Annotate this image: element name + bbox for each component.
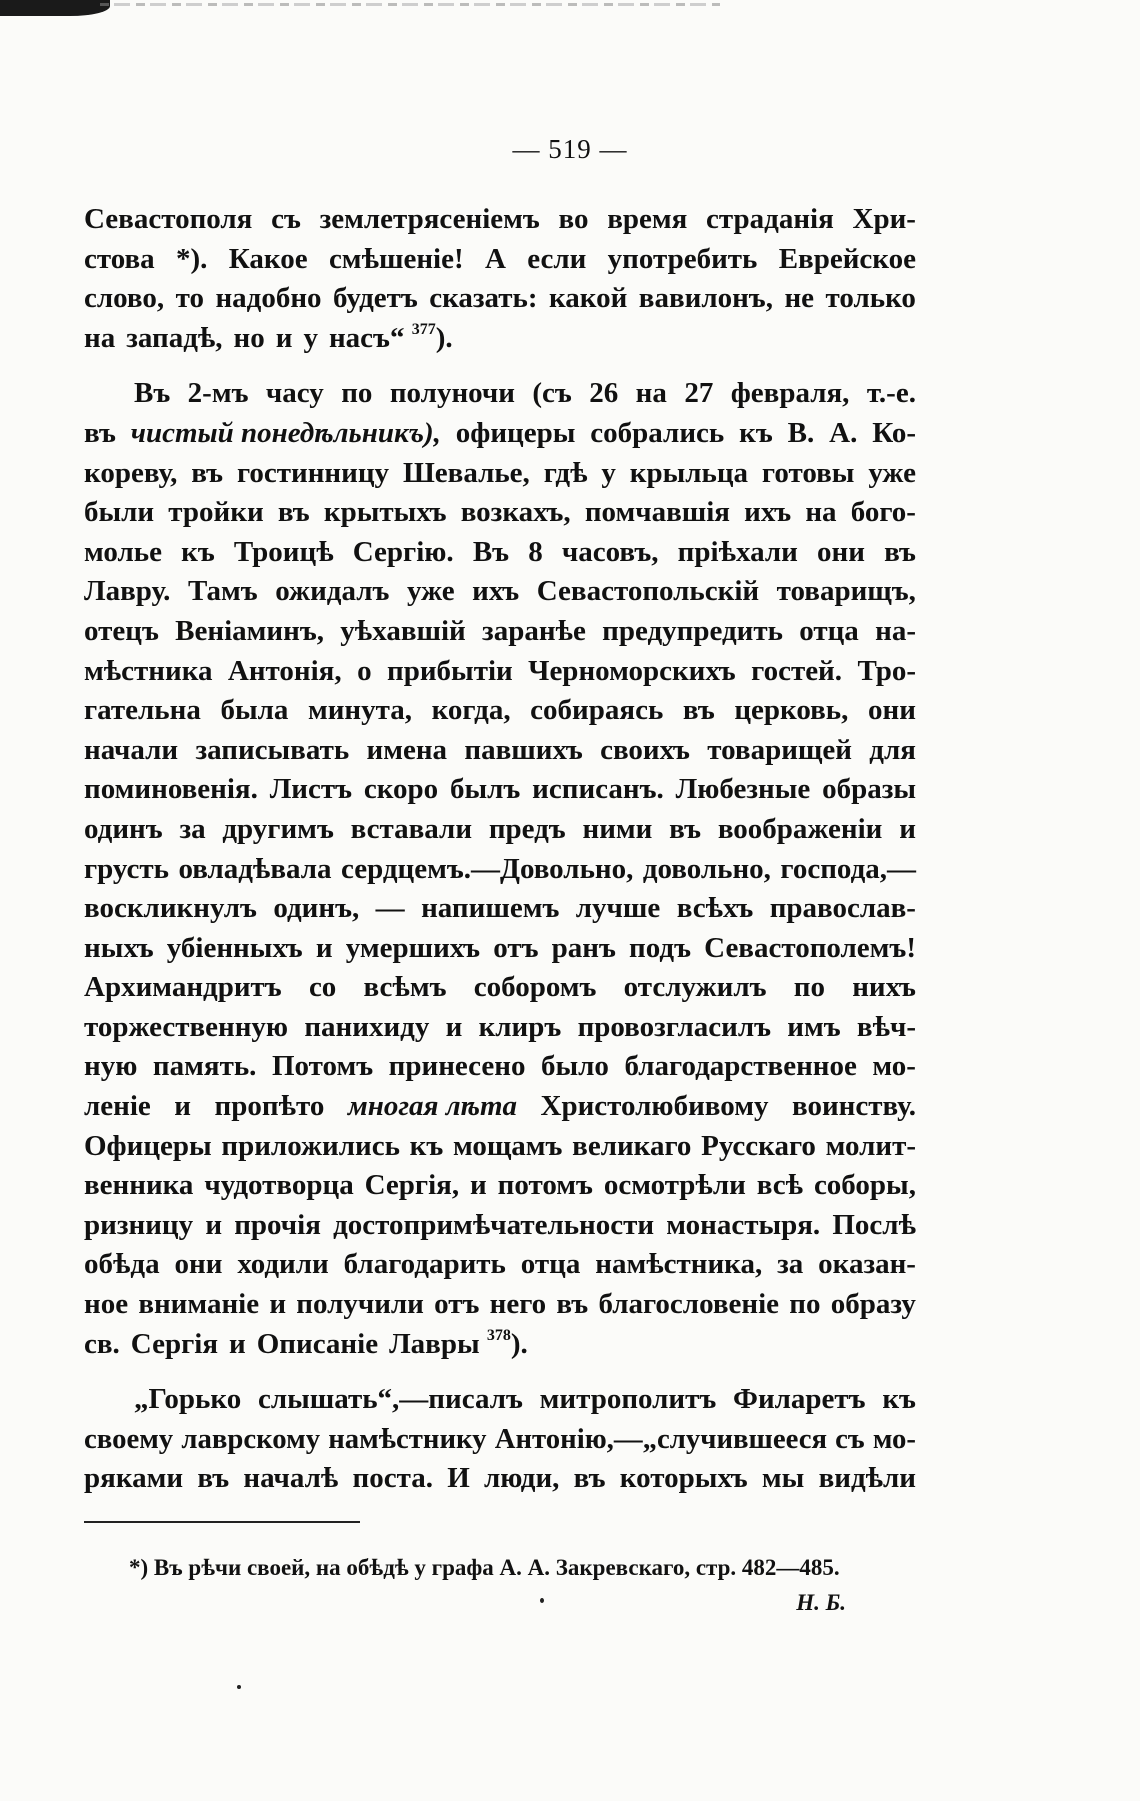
word: своему <box>84 1422 174 1455</box>
word: крытыхъ <box>323 496 447 529</box>
word: во <box>558 203 589 235</box>
word: но <box>233 321 265 354</box>
word: умершихъ <box>345 931 481 964</box>
word: Филаретъ <box>733 1383 866 1416</box>
word: офицеры <box>455 416 576 449</box>
scan-edge-artifact <box>0 0 1140 14</box>
word: и <box>315 931 333 964</box>
word: и <box>445 1010 463 1043</box>
text-line <box>84 612 916 652</box>
word: заранѣе <box>482 614 586 647</box>
word: чудотворца <box>204 1169 354 1202</box>
word: они <box>174 1248 223 1281</box>
word: панихиду <box>304 1010 430 1043</box>
word: Севастополя <box>84 203 253 235</box>
word: за <box>777 1248 804 1281</box>
word: осмотрѣли <box>603 1169 746 1202</box>
word: Листъ <box>269 773 353 806</box>
word: лаврскому <box>181 1422 321 1455</box>
text-line <box>84 731 916 771</box>
word: клиръ <box>478 1010 562 1043</box>
word: тройки <box>168 496 264 529</box>
text-line <box>84 810 916 850</box>
word: часу <box>265 377 324 410</box>
word: мы <box>761 1462 805 1495</box>
word: Севастополемъ! <box>704 931 916 964</box>
word: вѣч- <box>856 1010 916 1043</box>
word: ное <box>84 1288 129 1321</box>
word: ризницу <box>84 1208 194 1241</box>
word: отца <box>520 1248 581 1281</box>
word: Потомъ <box>271 1050 374 1083</box>
word: Лавры $^{378}$). <box>389 1326 528 1360</box>
word: предупредить <box>602 614 783 647</box>
word: землетрясеніемъ <box>319 203 540 235</box>
word: уѣхавшій <box>340 614 466 647</box>
word: на <box>84 321 116 354</box>
word: собрались <box>590 416 725 449</box>
word: собираясь <box>530 694 664 727</box>
text-line <box>84 1420 916 1460</box>
word: одинъ <box>84 812 163 845</box>
word: 27 <box>684 377 714 410</box>
word: былъ <box>450 773 521 806</box>
word: подъ <box>629 931 691 964</box>
word: — <box>375 892 405 925</box>
word: употребить <box>607 242 758 275</box>
word: начали <box>84 733 179 766</box>
text-line <box>84 533 916 573</box>
word: отъ <box>434 1288 480 1321</box>
word: исписанъ. <box>532 773 664 806</box>
word: въ <box>277 496 310 529</box>
word: другимъ <box>222 812 334 845</box>
word: была <box>220 694 289 727</box>
word: Хри- <box>852 203 916 235</box>
word: Христолюбивому <box>540 1090 769 1123</box>
word: вставали <box>350 812 473 845</box>
word: Троицѣ <box>233 535 334 568</box>
word: ихъ <box>472 575 520 608</box>
word: для <box>869 733 916 766</box>
word: И <box>447 1462 470 1495</box>
word: бого- <box>850 496 916 529</box>
word: лучше <box>575 892 661 925</box>
word: ходили <box>237 1248 329 1281</box>
text-line <box>84 374 916 414</box>
word: прибытіи <box>387 654 513 687</box>
word: чистый понедѣльникъ), <box>130 416 441 449</box>
word: Сергія, <box>364 1169 460 1202</box>
word: гательна <box>84 694 201 727</box>
text-line <box>84 1087 916 1127</box>
word: въ <box>682 694 715 727</box>
word: принесено <box>388 1050 526 1083</box>
word: оказан- <box>818 1248 916 1281</box>
word: были <box>84 496 155 529</box>
word: скоро <box>363 773 439 806</box>
scan-blot <box>0 0 110 16</box>
word: Послѣ <box>832 1208 916 1241</box>
text-line <box>84 1166 916 1206</box>
word: торжественную <box>84 1010 289 1043</box>
page-number: — 519 — <box>512 134 628 164</box>
word: будетъ <box>333 282 418 315</box>
word: со <box>308 971 337 1004</box>
word: Описаніе <box>256 1327 379 1360</box>
word: образы <box>822 773 916 806</box>
word: В. <box>787 416 815 449</box>
word: напишемъ <box>421 892 560 925</box>
word: въ <box>573 1462 606 1495</box>
word: благословеніе <box>598 1288 780 1321</box>
word: „Горько <box>134 1383 242 1416</box>
text-line <box>84 889 916 929</box>
word: прочія <box>234 1208 321 1241</box>
word: образу <box>830 1288 916 1321</box>
text-line <box>84 1325 916 1365</box>
word: монастыря. <box>666 1208 821 1241</box>
body-text <box>84 200 916 1499</box>
word: и <box>229 1327 246 1360</box>
word: пропѣто <box>214 1090 325 1123</box>
word: павшихъ <box>464 733 583 766</box>
word: въ <box>884 535 916 568</box>
word: Ко- <box>872 416 916 449</box>
scan-speck <box>540 1598 544 1603</box>
word: поста. <box>352 1462 433 1495</box>
word: и <box>205 1208 223 1241</box>
word: въ <box>669 812 702 845</box>
text-line <box>84 200 916 240</box>
text-line <box>84 929 916 969</box>
word: отслужилъ <box>623 971 767 1004</box>
word: февраля, <box>730 377 850 410</box>
word: по <box>793 971 825 1004</box>
word: Антонія, <box>227 654 342 687</box>
word: и <box>470 1169 487 1202</box>
word: всѣ <box>756 1169 804 1202</box>
text-line <box>84 770 916 810</box>
word: только <box>825 282 916 315</box>
scan-speck <box>237 1685 241 1689</box>
word: сказать: <box>429 282 538 315</box>
word: Шевалье, <box>402 456 530 489</box>
word: люди, <box>484 1462 560 1495</box>
text-line <box>84 1380 916 1420</box>
text-line <box>84 691 916 731</box>
word: молье <box>84 535 162 568</box>
footnote <box>84 1553 916 1618</box>
word: въ <box>556 1288 589 1321</box>
word: довольно, <box>642 852 771 885</box>
word: сердцемъ.—Довольно, <box>340 852 634 885</box>
word: Любезные <box>675 773 811 806</box>
text-line <box>84 850 916 890</box>
word: уже <box>868 456 916 489</box>
footnote-signature: Н. Б. <box>796 1590 846 1615</box>
word: него <box>489 1288 547 1321</box>
word: великаго <box>572 1129 692 1162</box>
text-line <box>84 1127 916 1167</box>
word: св. <box>84 1327 120 1360</box>
word: ожидалъ <box>275 575 390 608</box>
word: нихъ <box>852 971 916 1004</box>
word: на <box>805 496 837 529</box>
word: Черноморскихъ <box>528 654 736 687</box>
word: Архимандритъ <box>84 971 282 1004</box>
word: соборомъ <box>473 971 597 1004</box>
word: мо- <box>872 1422 916 1455</box>
word: ную <box>84 1050 138 1083</box>
word: воскликнулъ <box>84 892 257 925</box>
text-line <box>84 968 916 1008</box>
text-line <box>84 1459 916 1499</box>
word: западѣ, <box>126 321 223 354</box>
word: митрополитъ <box>539 1383 717 1416</box>
text-line <box>84 1206 916 1246</box>
word: Сергія <box>130 1327 219 1360</box>
word: овладѣвала <box>178 852 332 885</box>
text-line <box>84 572 916 612</box>
word: православ- <box>769 892 916 925</box>
word: по <box>341 377 373 410</box>
word: гостинницу <box>236 456 390 489</box>
word: намѣстнику <box>328 1422 487 1455</box>
text-line <box>84 414 916 454</box>
word: Русскаго <box>701 1129 816 1162</box>
word: въ <box>191 456 224 489</box>
word: гостей. <box>751 654 843 687</box>
text-line <box>84 454 916 494</box>
word: церковь, <box>734 694 849 727</box>
word: обѣда <box>84 1248 160 1281</box>
word: у <box>303 321 318 354</box>
word: Офицеры <box>84 1129 212 1162</box>
word: Лавру. <box>84 575 171 608</box>
word: память. <box>152 1050 257 1083</box>
word: помчавшія <box>584 496 730 529</box>
word: началѣ <box>243 1462 339 1495</box>
text-line <box>84 1245 916 1285</box>
word: Сергію. <box>352 535 454 568</box>
word: достопримѣчательности <box>333 1208 655 1241</box>
text-line <box>84 493 916 533</box>
word: стова <box>84 242 155 275</box>
word: имена <box>366 733 448 766</box>
word: видѣли <box>818 1462 916 1495</box>
word: за <box>179 812 206 845</box>
word: съ <box>835 1422 865 1455</box>
word: къ <box>882 1383 916 1416</box>
word: надобно <box>215 282 322 315</box>
word: намѣстника, <box>595 1248 763 1281</box>
word: всѣхъ <box>676 892 754 925</box>
word: всѣмъ <box>363 971 447 1004</box>
word: часовъ, <box>561 535 659 568</box>
word: отца <box>799 614 859 647</box>
word: А. <box>829 416 858 449</box>
word: т.-е. <box>866 377 916 410</box>
word: воинству. <box>791 1090 916 1123</box>
word: благодарить <box>343 1248 506 1281</box>
word: и <box>275 321 293 354</box>
word: отецъ <box>84 614 159 647</box>
word: господа,— <box>780 852 916 885</box>
word: соборы, <box>813 1169 916 1202</box>
word: которыхъ <box>619 1462 748 1495</box>
footnote-rule <box>84 1521 360 1523</box>
word: Тамъ <box>187 575 258 608</box>
word: потомъ <box>497 1169 593 1202</box>
word: мѣстника <box>84 654 213 687</box>
word: по <box>789 1288 821 1321</box>
word: 26 <box>589 377 619 410</box>
text-line <box>84 319 916 359</box>
word: о <box>357 654 372 687</box>
word: какой <box>549 282 628 315</box>
word: одинъ, <box>273 892 360 925</box>
word: записывать <box>195 733 350 766</box>
word: полуночи <box>389 377 515 410</box>
word: благодарственное <box>624 1050 857 1083</box>
word: они <box>867 694 916 727</box>
word: приложились <box>221 1129 400 1162</box>
word: вниманіе <box>138 1288 260 1321</box>
text-line <box>84 279 916 319</box>
word: венника <box>84 1169 194 1202</box>
word: слово, <box>84 282 165 315</box>
word: 2-мъ <box>187 377 249 410</box>
word: получили <box>296 1288 424 1321</box>
word: у <box>601 456 616 489</box>
word: на- <box>875 614 916 647</box>
text-line <box>84 652 916 692</box>
word: ними <box>582 812 653 845</box>
word: *). <box>176 242 208 275</box>
word: вавилонъ, <box>638 282 773 315</box>
word: если <box>527 242 587 275</box>
word: товарищей <box>707 733 852 766</box>
word: крыльца <box>629 456 749 489</box>
footnote-text: *) Въ рѣчи своей, на обѣдѣ у графа А. А. Закревскаго, стр. 482—485. <box>129 1555 840 1580</box>
word: насъ“ $^{377}$). <box>328 320 453 354</box>
word: къ <box>181 535 215 568</box>
word: къ <box>739 416 773 449</box>
word: и <box>269 1288 287 1321</box>
text-line <box>84 1047 916 1087</box>
word: Въ <box>472 535 510 568</box>
word: Тро- <box>857 654 916 687</box>
word: отъ <box>493 931 539 964</box>
word: ныхъ <box>84 931 154 964</box>
word: кореву, <box>84 456 178 489</box>
word: (съ <box>532 377 572 410</box>
word: 8 <box>528 535 543 568</box>
word: ихъ <box>744 496 792 529</box>
word: поминовенія. <box>84 773 258 806</box>
word: уже <box>406 575 455 608</box>
word: Еврейское <box>778 242 916 275</box>
word: воображеніи <box>717 812 883 845</box>
word: убіенныхъ <box>166 931 303 964</box>
word: предъ <box>488 812 566 845</box>
word: ряками <box>84 1462 184 1495</box>
word: имъ <box>787 1010 841 1043</box>
word: мо- <box>872 1050 916 1083</box>
word: на <box>635 377 667 410</box>
word: то <box>175 282 204 315</box>
word: ранъ <box>551 931 616 964</box>
word: къ <box>409 1129 444 1162</box>
word: Севастопольскій <box>536 575 760 608</box>
paragraph-gap <box>84 358 916 374</box>
word: леніе <box>84 1090 151 1123</box>
text-line <box>84 1008 916 1048</box>
word: въ <box>197 1462 230 1495</box>
word: время <box>607 203 688 235</box>
word: грусть <box>84 852 169 885</box>
scan-streak <box>100 3 720 6</box>
word: А <box>484 242 506 275</box>
word: Веніаминъ, <box>175 614 324 647</box>
word: съ <box>271 203 301 235</box>
word: Въ <box>134 377 171 410</box>
text-line <box>84 1285 916 1325</box>
word: когда, <box>431 694 511 727</box>
word: гдѣ <box>543 456 588 489</box>
word: мощамъ <box>452 1129 563 1162</box>
word: и <box>899 812 916 845</box>
text-line <box>84 240 916 280</box>
word: они <box>816 535 865 568</box>
word: и <box>174 1090 192 1123</box>
word: въ <box>84 416 116 449</box>
word: провозгласилъ <box>577 1010 772 1043</box>
word: страданія <box>706 203 834 235</box>
word: Антонію,—„случившееся <box>494 1422 828 1455</box>
word: многая лѣта <box>347 1090 518 1123</box>
word: смѣшеніе! <box>328 242 464 275</box>
paragraph-gap <box>84 1364 916 1380</box>
word: молит- <box>825 1129 916 1162</box>
word: товарищъ, <box>776 575 916 608</box>
word: Какое <box>228 242 308 275</box>
word: было <box>541 1050 609 1083</box>
word: готовы <box>761 456 855 489</box>
word: не <box>784 282 815 315</box>
word: пріѣхали <box>677 535 798 568</box>
word: возкахъ, <box>460 496 571 529</box>
word: своихъ <box>600 733 690 766</box>
word: слышать“,—писалъ <box>257 1383 523 1416</box>
word: минута, <box>307 694 412 727</box>
